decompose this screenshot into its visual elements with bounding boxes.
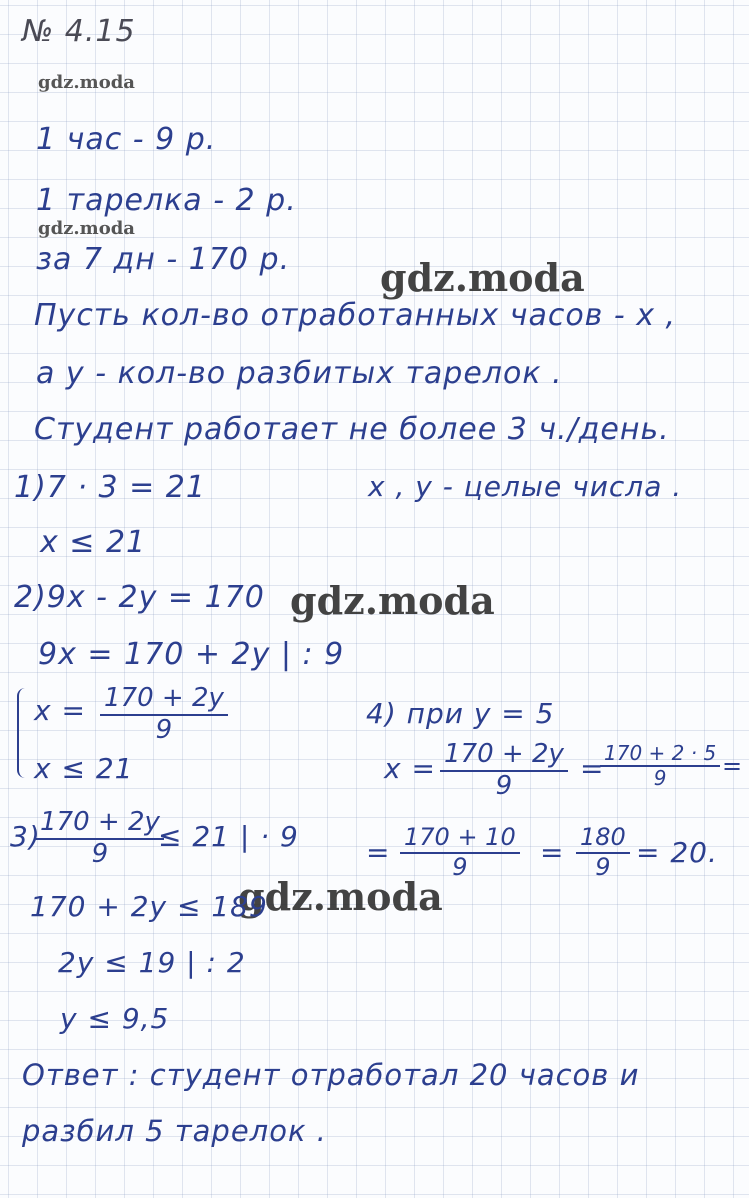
- step3-fraction-denominator: 9: [91, 838, 109, 869]
- step3-fraction: [36, 808, 164, 870]
- step4-fraction-2-denominator: 9: [653, 766, 667, 790]
- problem-number: № 4.15: [22, 14, 136, 49]
- watermark-top: gdz.moda: [38, 72, 135, 93]
- step1-inequality: х ≤ 21: [40, 525, 147, 560]
- step4-fraction-4-numerator: 180: [576, 824, 630, 854]
- step4-fraction-4: [576, 824, 630, 881]
- watermark-small-2: gdz.moda: [38, 218, 135, 239]
- answer-line-1: Ответ : студент отработал 20 часов и: [22, 1058, 640, 1092]
- intro-line-2: а у - кол-во разбитых тарелок .: [36, 356, 563, 391]
- step4-head: 4) при у = 5: [366, 697, 555, 730]
- system-fraction-denominator: 9: [155, 714, 173, 745]
- system-brace: [17, 688, 29, 778]
- step3-fraction-numerator: 170 + 2у: [36, 808, 164, 840]
- step4-line2-equals: =: [366, 836, 391, 869]
- given-line-1: 1 час - 9 р.: [36, 122, 217, 157]
- system-x-inequality: х ≤ 21: [34, 752, 134, 785]
- step1-note: х , у - целые числа .: [368, 470, 683, 503]
- given-line-3: за 7 дн - 170 р.: [36, 242, 291, 277]
- step3-label: 3): [10, 820, 41, 853]
- system-fraction: [100, 684, 228, 746]
- watermark-large-3: gdz.moda: [238, 874, 443, 919]
- step2-equation: 2)9х - 2у = 170: [14, 580, 265, 615]
- step4-fraction-3-denominator: 9: [452, 852, 468, 881]
- intro-line-1: Пусть кол-во отработанных часов - х ,: [34, 298, 677, 333]
- step3-line-2: 170 + 2у ≤ 189: [30, 890, 268, 923]
- step4-result: = 20.: [636, 836, 718, 869]
- system-x-label: х =: [34, 694, 86, 727]
- step4-fraction-2: [600, 742, 720, 790]
- step4-fraction-1-denominator: 9: [495, 770, 513, 801]
- step4-fraction-2-numerator: 170 + 2 · 5: [600, 742, 720, 767]
- step4-fraction-1: [440, 740, 568, 802]
- step2-equation-2: 9х = 170 + 2у | : 9: [38, 637, 345, 672]
- given-line-2: 1 тарелка - 2 р.: [36, 183, 297, 218]
- step4-fraction-3: [400, 824, 520, 881]
- step1-equation: 1)7 · 3 = 21: [14, 470, 206, 505]
- answer-line-2: разбил 5 тарелок .: [22, 1114, 327, 1148]
- step4-fraction-4-denominator: 9: [595, 852, 611, 881]
- step4-line2-equals-2: =: [540, 836, 565, 869]
- intro-line-3: Студент работает не более 3 ч./день.: [34, 412, 670, 447]
- system-fraction-numerator: 170 + 2у: [100, 684, 228, 716]
- step3-rest: ≤ 21 | · 9: [158, 820, 299, 853]
- step3-line-3: 2у ≤ 19 | : 2: [58, 946, 246, 979]
- step4-fraction-3-numerator: 170 + 10: [400, 824, 520, 854]
- step4-fraction-1-numerator: 170 + 2у: [440, 740, 568, 772]
- step3-line-4: у ≤ 9,5: [60, 1002, 170, 1035]
- step4-x: х =: [384, 752, 436, 785]
- step4-equals-1: =: [580, 752, 605, 785]
- watermark-large-2: gdz.moda: [290, 578, 495, 623]
- step4-equals-2: =: [722, 752, 744, 780]
- watermark-large-1: gdz.moda: [380, 255, 585, 300]
